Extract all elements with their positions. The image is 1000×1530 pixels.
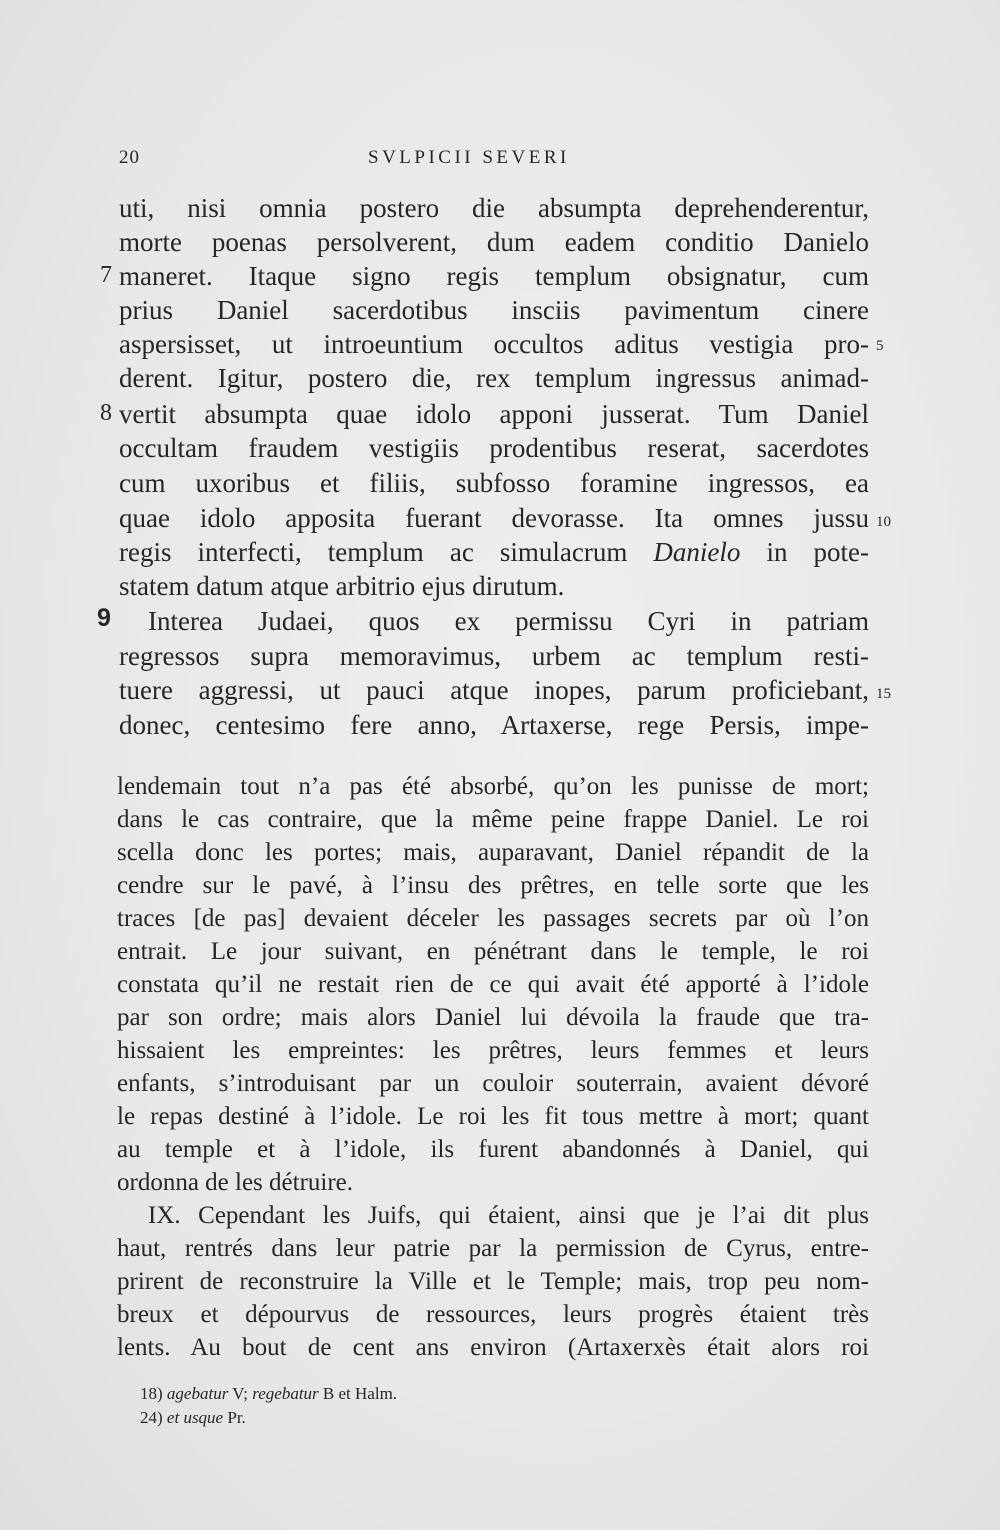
chapter-number: 7 <box>100 262 112 288</box>
french-line: scella donc les portes; mais, auparavant, Daniel répandit de la <box>117 839 869 866</box>
margin-line-number: 15 <box>876 686 891 702</box>
italic-word: Danielo <box>653 537 741 567</box>
french-line: par son ordre; mais alors Daniel lui dévoila la fraude que tra- <box>117 1004 869 1031</box>
latin-line: uti, nisi omnia postero die absumpta deprehenderentur, <box>119 193 869 223</box>
margin-line-number: 10 <box>876 514 891 530</box>
latin-line: aspersisset, ut introeuntium occultos aditus vestigia pro- <box>119 329 869 359</box>
french-line: le repas destiné à l’idole. Le roi les fit tous mettre à mort; quant <box>117 1103 869 1130</box>
latin-line: maneret. Itaque signo regis templum obsignatur, cum <box>119 261 869 291</box>
french-line: breux et dépourvus de ressources, leurs progrès étaient très <box>117 1301 869 1328</box>
latin-line: morte poenas persolverent, dum eadem conditio Danielo <box>119 227 869 257</box>
footnote-number: 18) <box>140 1384 163 1403</box>
latin-line: Interea Judaei, quos ex permissu Cyri in patriam <box>148 606 869 636</box>
latin-line: prius Daniel sacerdotibus insciis pavimentum cinere <box>119 295 869 325</box>
latin-line: statem datum atque arbitrio ejus dirutum. <box>119 571 565 601</box>
footnote <box>140 1384 397 1404</box>
latin-line: occultam fraudem vestigiis prodentibus reserat, sacerdotes <box>119 433 869 463</box>
latin-line-text: regis interfecti, templum ac simulacrum <box>119 537 628 567</box>
french-line: IX. Cependant les Juifs, qui étaient, ainsi que je l’ai dit plus <box>148 1202 869 1229</box>
french-line: traces [de pas] devaient déceler les passages secrets par où l’on <box>117 905 869 932</box>
french-line: cendre sur le pavé, à l’insu des prêtres, en telle sorte que les <box>117 872 869 899</box>
french-line: ordonna de les détruire. <box>117 1169 354 1196</box>
page-number: 20 <box>119 147 140 168</box>
french-line: lents. Au bout de cent ans environ (Artaxerxès était alors roi <box>117 1334 869 1361</box>
footnote-text: Pr. <box>223 1408 246 1427</box>
footnote-variant: regebatur <box>252 1384 319 1403</box>
french-line: prirent de reconstruire la Ville et le Temple; mais, trop peu nom- <box>117 1268 869 1295</box>
footnote-text: B et Halm. <box>318 1384 398 1403</box>
latin-line: derent. Igitur, postero die, rex templum ingressus animad- <box>119 363 869 393</box>
french-line: hissaient les empreintes: les prêtres, leurs femmes et leurs <box>117 1037 869 1064</box>
margin-line-number: 5 <box>876 338 884 354</box>
french-line: dans le cas contraire, que la même peine frappe Daniel. Le roi <box>117 806 869 833</box>
footnote <box>140 1408 246 1428</box>
latin-line-with-italic <box>119 535 869 569</box>
latin-line: regressos supra memoravimus, urbem ac templum resti- <box>119 641 869 671</box>
footnote-text: V; <box>228 1384 253 1403</box>
latin-line: donec, centesimo fere anno, Artaxerse, rege Persis, impe- <box>119 710 869 740</box>
french-line: enfants, s’introduisant par un couloir souterrain, avaient dévoré <box>117 1070 869 1097</box>
running-head: SVLPICII SEVERI <box>368 147 570 168</box>
french-line: au temple et à l’idole, ils furent abandonnés à Daniel, qui <box>117 1136 869 1163</box>
french-line: entrait. Le jour suivant, en pénétrant dans le temple, le roi <box>117 938 869 965</box>
footnote-variant: agebatur <box>166 1384 229 1403</box>
french-line: constata qu’il ne restait rien de ce qui avait été apporté à l’idole <box>117 971 869 998</box>
chapter-number: 9 <box>97 604 111 632</box>
footnote-number: 24) <box>140 1408 163 1427</box>
latin-line: vertit absumpta quae idolo apponi jusserat. Tum Daniel <box>119 399 869 429</box>
latin-line-tail: in pote- <box>766 537 870 567</box>
latin-line: cum uxoribus et filiis, subfosso foramine ingressos, ea <box>119 468 869 498</box>
latin-line: quae idolo apposita fuerant devorasse. Ita omnes jussu <box>119 503 869 533</box>
chapter-number: 8 <box>100 400 112 426</box>
french-line: haut, rentrés dans leur patrie par la permission de Cyrus, entre- <box>117 1235 869 1262</box>
latin-line: tuere aggressi, ut pauci atque inopes, parum proficiebant, <box>119 675 869 705</box>
french-line: lendemain tout n’a pas été absorbé, qu’on les punisse de mort; <box>117 773 869 800</box>
footnote-variant: et usque <box>166 1408 224 1427</box>
